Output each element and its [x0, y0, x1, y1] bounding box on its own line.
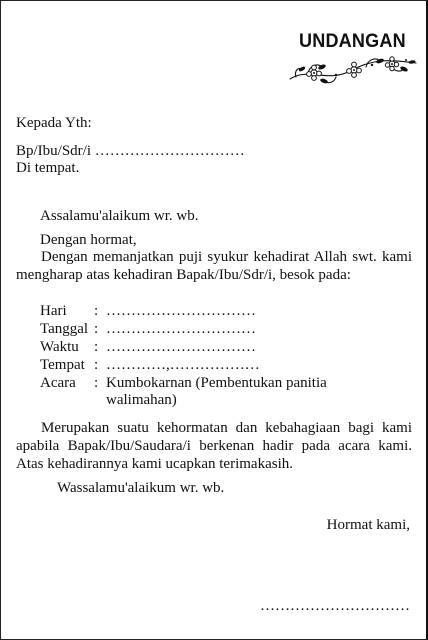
detail-separator: :	[94, 357, 99, 373]
detail-row-tempat	[40, 356, 260, 374]
greeting: Dengan hormat,	[40, 232, 137, 248]
detail-row-acara-continued	[106, 391, 177, 409]
detail-separator: :	[94, 303, 99, 319]
detail-value: Kumbokarnan (Pembentukan panitia	[106, 375, 327, 391]
detail-row-hari	[40, 302, 256, 320]
intro-paragraph: Dengan memanjatkan puji syukur kehadirat Allah swt. kami mengharap atas kehadiran Bapak/Ibu/Sdr/i, besok pada:	[16, 249, 412, 283]
floral-vine-ornament-icon	[288, 53, 418, 85]
opening-salam: Assalamu'alaikum wr. wb.	[40, 208, 199, 224]
detail-row-acara	[40, 374, 327, 392]
letter-title: UNDANGAN	[299, 31, 406, 52]
detail-label: Acara	[40, 375, 76, 391]
detail-value: …………………………	[106, 303, 256, 319]
closing-salam: Wassalamu'alaikum wr. wb.	[57, 480, 225, 496]
regards: Hormat kami,	[326, 517, 410, 533]
signature-line: …………………………	[260, 598, 410, 614]
detail-value: …………………………	[106, 321, 256, 337]
detail-label: Hari	[40, 303, 67, 319]
detail-separator: :	[94, 375, 99, 391]
detail-label: Waktu	[40, 339, 79, 355]
recipient-label: Kepada Yth:	[16, 115, 92, 131]
detail-value-continued: walimahan)	[106, 392, 177, 408]
recipient-name-line: Bp/Ibu/Sdr/i …………………………	[16, 143, 245, 159]
detail-separator: :	[94, 339, 99, 355]
detail-separator: :	[94, 321, 99, 337]
detail-value: …………,………………	[106, 357, 260, 373]
closing-paragraph: Merupakan suatu kehormatan dan kebahagiaan bagi kami apabila Bapak/Ibu/Saudara/i berkenan hadir pada acara kami. Atas kehadirannya kami ucapkan terimakasih.	[16, 420, 412, 472]
detail-label: Tempat	[40, 357, 85, 373]
detail-label: Tanggal	[40, 321, 89, 337]
recipient-place: Di tempat.	[16, 160, 80, 176]
detail-row-tanggal	[40, 320, 256, 338]
detail-row-waktu	[40, 338, 256, 356]
detail-value: …………………………	[106, 339, 256, 355]
